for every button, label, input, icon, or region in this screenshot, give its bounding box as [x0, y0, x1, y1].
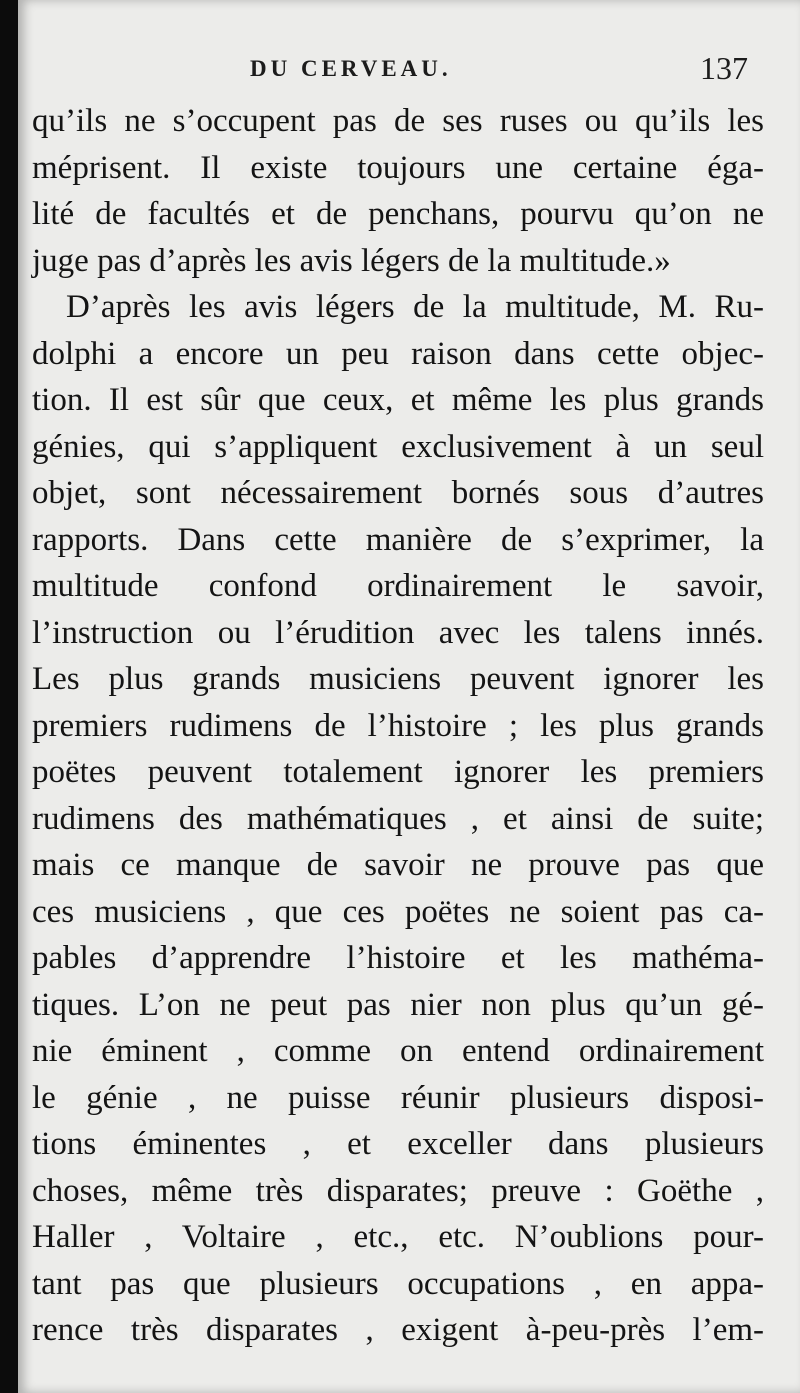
text-line: Haller , Voltaire , etc., etc. N’oublions pour-: [32, 1219, 764, 1255]
text-line: rapports. Dans cette manière de s’exprimer, la: [32, 521, 764, 558]
text-line: poëtes peuvent totalement ignorer les premiers: [32, 754, 764, 790]
page-header: [18, 50, 800, 90]
body-text: [32, 98, 764, 1354]
text-line: rence très disparates , exigent à-peu-près l’em-: [32, 1312, 764, 1348]
text-line: dolphi a encore un peu raison dans cette objec-: [32, 335, 764, 372]
book-page: [18, 0, 800, 1393]
text-line: rudimens des mathématiques , et ainsi de suite;: [32, 800, 764, 837]
text-line: objet, sont nécessairement bornés sous d’autres: [32, 475, 764, 511]
text-line: juge pas d’après les avis légers de la multitude.»: [32, 242, 671, 279]
bleed-through-shadow: [78, 1345, 758, 1385]
text-line: D’après les avis légers de la multitude, M. Ru-: [66, 289, 764, 325]
text-line: génies, qui s’appliquent exclusivement à un seul: [32, 428, 764, 465]
text-line: pables d’apprendre l’histoire et les mathéma-: [32, 940, 764, 976]
text-line: ces musiciens , que ces poëtes ne soient pas ca-: [32, 893, 764, 930]
text-line: choses, même très disparates; preuve : Goëthe ,: [32, 1172, 764, 1209]
text-line: l’instruction ou l’érudition avec les talens innés.: [32, 614, 764, 651]
text-line: le génie , ne puisse réunir plusieurs disposi-: [32, 1079, 764, 1116]
text-line: tion. Il est sûr que ceux, et même les plus grands: [32, 382, 764, 418]
running-head: DU CERVEAU.: [250, 56, 452, 81]
text-line: tiques. L’on ne peut pas nier non plus qu’un gé-: [32, 986, 764, 1023]
text-line: premiers rudimens de l’histoire ; les plus grands: [32, 707, 764, 744]
text-line: multitude confond ordinairement le savoir,: [32, 568, 764, 604]
text-line: tions éminentes , et exceller dans plusieurs: [32, 1126, 764, 1162]
text-line: mais ce manque de savoir ne prouve pas que: [32, 847, 764, 883]
text-line: Les plus grands musiciens peuvent ignorer les: [32, 661, 764, 697]
scan-edge: [0, 0, 18, 1393]
text-line: nie éminent , comme on entend ordinairement: [32, 1033, 764, 1069]
text-line: qu’ils ne s’occupent pas de ses ruses ou qu’ils les: [32, 103, 764, 139]
text-line: méprisent. Il existe toujours une certaine éga-: [32, 149, 764, 186]
text-line: tant pas que plusieurs occupations , en appa-: [32, 1265, 764, 1302]
text-line: lité de facultés et de penchans, pourvu qu’on ne: [32, 196, 764, 232]
page-number: 137: [700, 50, 748, 86]
